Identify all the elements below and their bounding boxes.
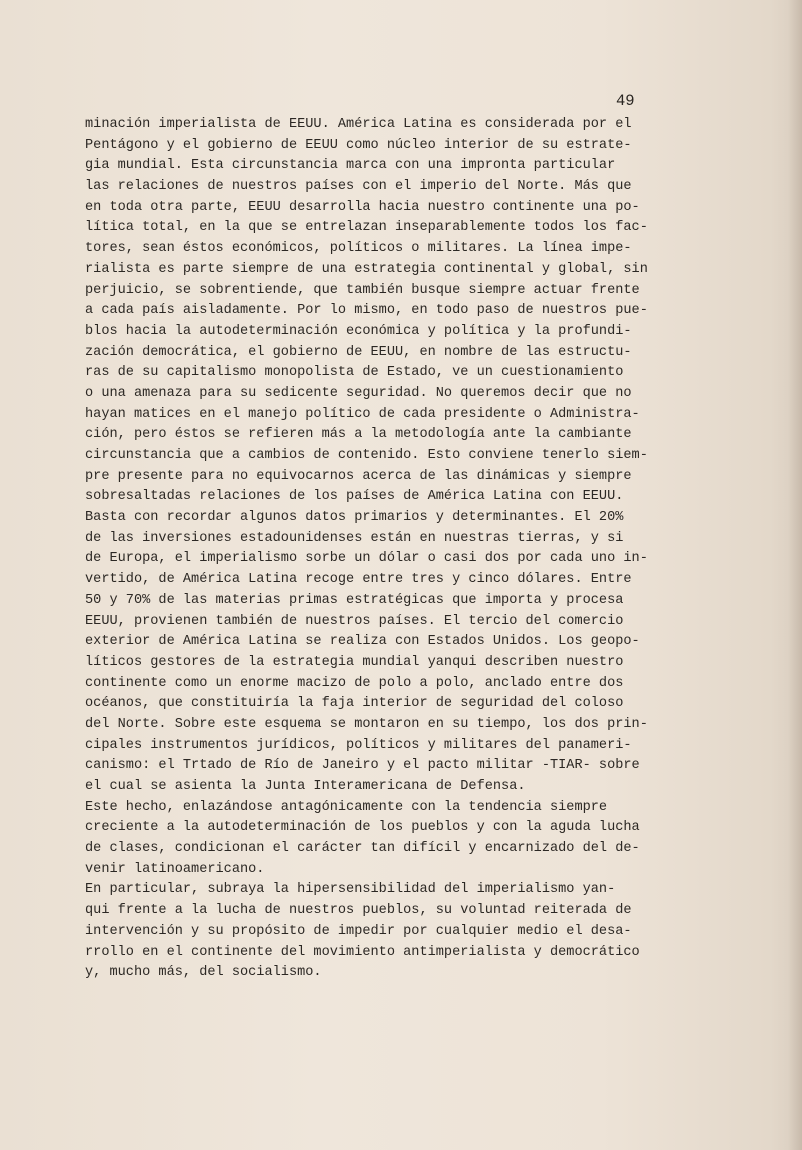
- text-line: creciente a la autodeterminación de los pueblos y con la aguda lucha: [85, 820, 640, 836]
- text-line: blos hacia la autodeterminación económica y política y la profundi-: [85, 323, 632, 339]
- text-line: lítica total, en la que se entrelazan inseparablemente todos los fac-: [85, 220, 648, 236]
- text-line: líticos gestores de la estrategia mundial yanqui describen nuestro: [85, 654, 624, 670]
- text-line: venir latinoamericano.: [85, 861, 265, 877]
- text-line: de clases, condicionan el carácter tan difícil y encarnizado del de-: [85, 841, 640, 857]
- text-line: exterior de América Latina se realiza con Estados Unidos. Los geopo-: [85, 634, 640, 650]
- text-line: canismo: el Trtado de Río de Janeiro y el pacto militar -TIAR- sobre: [85, 758, 640, 774]
- text-line: continente como un enorme macizo de polo a polo, anclado entre dos: [85, 675, 624, 691]
- text-line: EEUU, provienen también de nuestros países. El tercio del comercio: [85, 613, 624, 629]
- text-line: a cada país aisladamente. Por lo mismo, en todo paso de nuestros pue-: [85, 303, 648, 319]
- text-line: ras de su capitalismo monopolista de Estado, ve un cuestionamiento: [85, 365, 624, 381]
- text-line: En particular, subraya la hipersensibilidad del imperialismo yan-: [85, 882, 616, 898]
- body-text: [85, 115, 725, 984]
- page-edge-shadow: [788, 0, 802, 1150]
- text-line: rrollo en el continente del movimiento antimperialista y democrático: [85, 944, 640, 960]
- text-line: pre presente para no equivocarnos acerca de las dinámicas y siempre: [85, 468, 632, 484]
- text-line: cipales instrumentos jurídicos, políticos y militares del panameri-: [85, 737, 632, 753]
- text-line: y, mucho más, del socialismo.: [85, 965, 322, 981]
- text-line: zación democrática, el gobierno de EEUU, en nombre de las estructu-: [85, 344, 632, 360]
- text-line: océanos, que constituiría la faja interior de seguridad del coloso: [85, 696, 624, 712]
- text-line: el cual se asienta la Junta Interamericana de Defensa.: [85, 779, 526, 794]
- text-line: minación imperialista de EEUU. América Latina es considerada por el: [85, 117, 632, 132]
- text-line: circunstancia que a cambios de contenido. Esto conviene tenerlo siem-: [85, 448, 648, 463]
- text-line: intervención y su propósito de impedir por cualquier medio el desa-: [85, 923, 632, 939]
- page-number: 49: [616, 92, 635, 110]
- text-line: del Norte. Sobre este esquema se montaron en su tiempo, los dos prin-: [85, 716, 648, 732]
- text-line: de las inversiones estadounidenses están en nuestras tierras, y si: [85, 530, 624, 546]
- text-line: 50 y 70% de las materias primas estratégicas que importa y procesa: [85, 592, 624, 608]
- text-line: Este hecho, enlazándose antagónicamente con la tendencia siempre: [85, 799, 608, 815]
- text-line: Basta con recordar algunos datos primarios y determinantes. El 20%: [85, 510, 624, 526]
- text-line: sobresaltadas relaciones de los países de América Latina con EEUU.: [85, 489, 624, 505]
- text-line: perjuicio, se sobrentiende, que también busque siempre actuar frente: [85, 282, 640, 298]
- text-line: qui frente a la lucha de nuestros pueblos, su voluntad reiterada de: [85, 903, 632, 919]
- text-line: las relaciones de nuestros países con el imperio del Norte. Más que: [85, 179, 632, 195]
- text-line: en toda otra parte, EEUU desarrolla hacia nuestro continente una po-: [85, 199, 640, 215]
- text-line: tores, sean éstos económicos, políticos o militares. La línea impe-: [85, 241, 632, 257]
- text-line: o una amenaza para su sedicente seguridad. No queremos decir que no: [85, 385, 632, 401]
- text-line: Pentágono y el gobierno de EEUU como núcleo interior de su estrate-: [85, 137, 632, 153]
- text-line: ción, pero éstos se refieren más a la metodología ante la cambiante: [85, 427, 632, 443]
- text-line: gia mundial. Esta circunstancia marca con una impronta particular: [85, 158, 616, 174]
- text-line: vertido, de América Latina recoge entre tres y cinco dólares. Entre: [85, 572, 632, 588]
- text-line: de Europa, el imperialismo sorbe un dólar o casi dos por cada uno in-: [85, 551, 648, 567]
- text-line: hayan matices en el manejo político de cada presidente o Administra-: [85, 406, 640, 422]
- text-line: rialista es parte siempre de una estrategia continental y global, sin: [85, 261, 648, 277]
